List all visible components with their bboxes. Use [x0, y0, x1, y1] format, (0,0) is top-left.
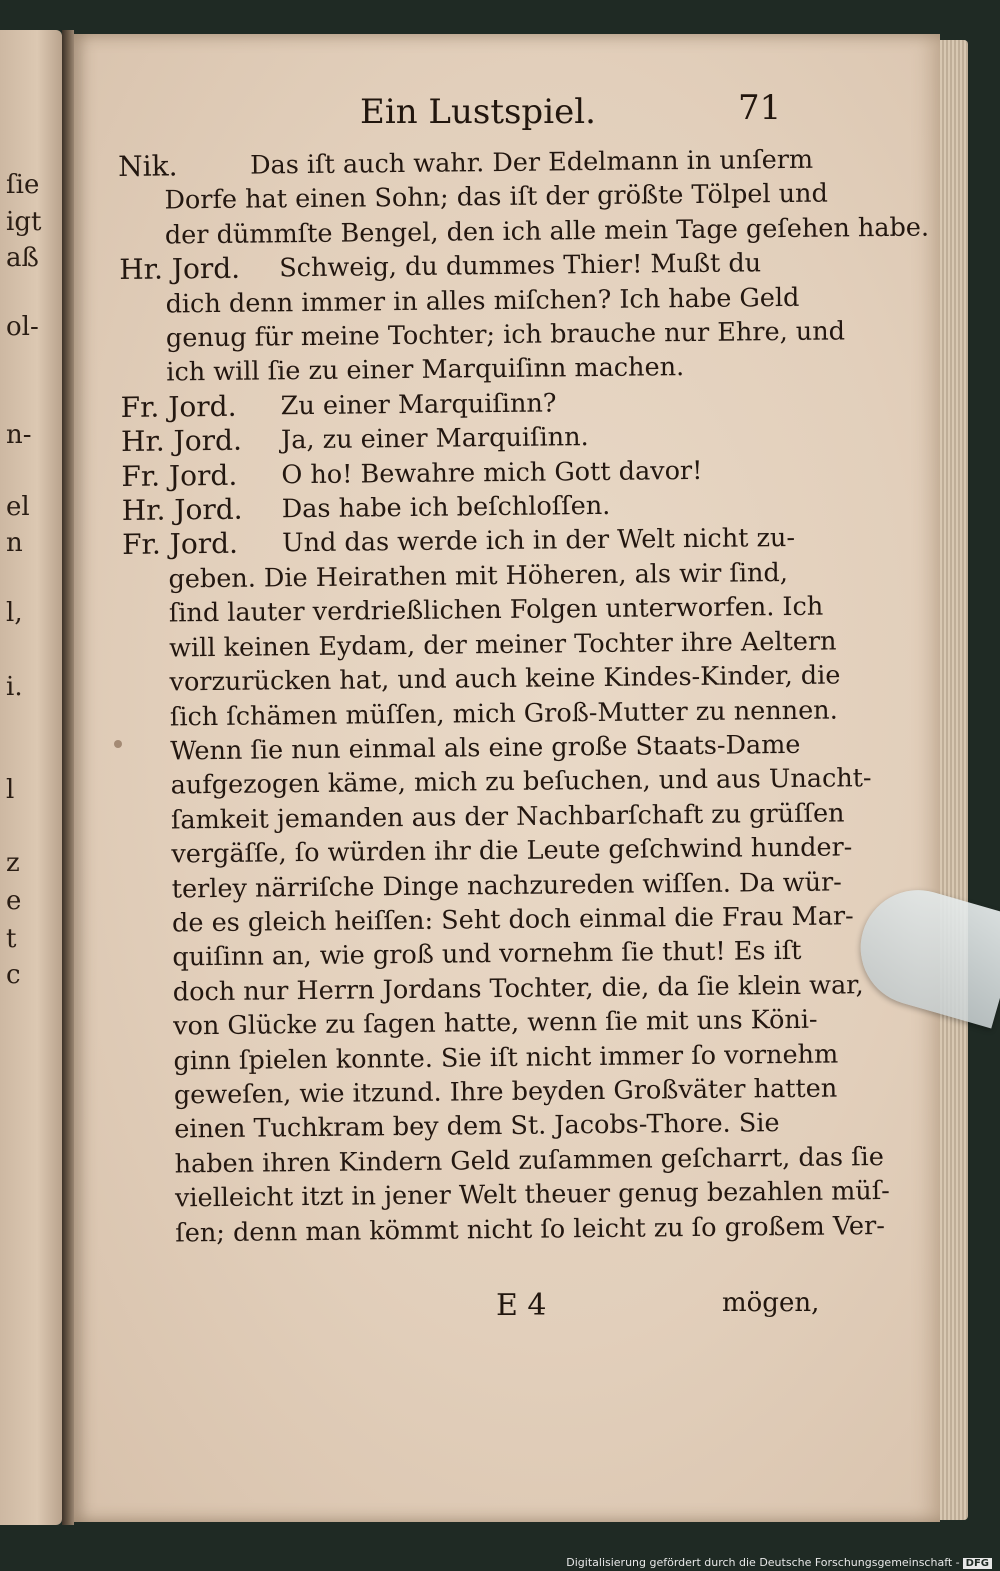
left-page-fragment: ſie [6, 170, 40, 200]
speech [118, 143, 930, 253]
speech-line: ſamkeit jemanden aus der Nachbarſchaft zu grüſſen [170, 798, 845, 836]
left-page-fragment: igt [6, 207, 42, 237]
left-page-fragment: l [6, 775, 15, 805]
left-page-fragment: i. [6, 672, 23, 702]
page-stack-edge [940, 40, 968, 1520]
speech-line: de es gleich heiſſen: Seht doch einmal die Frau Mar- [171, 901, 854, 939]
speech-line: vorzurücken hat, und auch keine Kindes-Kinder, die [169, 660, 841, 698]
speech-line: geweſen, wie itzund. Ihre beyden Großväter hatten [173, 1073, 838, 1111]
speech-line: Schweig, du dummes Thier! Mußt du [279, 248, 762, 284]
dfg-logo: DFG [963, 1558, 992, 1569]
left-page-fragment: l, [6, 598, 23, 628]
play-dialogue [118, 143, 930, 1251]
page-number: 71 [738, 88, 782, 128]
speech-line: Ja, zu einer Marquiſinn. [280, 422, 589, 456]
running-header: Ein Lustspiel. [360, 92, 596, 132]
speech-line: dich denn immer in alles miſchen? Ich habe Geld [165, 282, 800, 320]
speech-line: aufgezogen käme, mich zu beſuchen, und aus Unacht- [170, 763, 872, 801]
left-page-fragment: el [6, 492, 30, 522]
speech-line: will keinen Eydam, der meiner Tochter ihre Aeltern [169, 626, 837, 664]
speaker-name: Nik. [118, 149, 178, 183]
speech-line: Dorfe hat einen Sohn; das iſt der größte Tölpel und [164, 178, 829, 216]
speech-line: quiſinn an, wie groß und vornehm ſie thut! Es iſt [172, 936, 802, 973]
speaker-name: Hr. Jord. [119, 251, 241, 287]
speech-line: terley närriſche Dinge nachzureden wiſſen. Da wür- [171, 866, 843, 905]
speech-line: genug für meine Tochter; ich brauche nur Ehre, und [165, 316, 846, 354]
speaker-name: Fr. Jord. [121, 527, 239, 562]
left-page-fragment: z [6, 848, 20, 878]
left-page-fragment: c [6, 960, 21, 990]
signature-mark: E 4 [496, 1288, 547, 1323]
speech-line: Wenn ſie nun einmal als eine große Staats-Dame [170, 729, 801, 767]
speech-line: ich will ſie zu einer Marquiſinn machen. [166, 352, 685, 388]
speaker-name: Fr. Jord. [121, 458, 238, 493]
speech-line: Das iſt auch wahr. Der Edelmann in unſerm [249, 144, 814, 181]
speech-line: Und das werde ich in der Welt nicht zu- [281, 523, 796, 559]
ink-spot [114, 740, 122, 748]
speech-line: der dümmſte Bengel, den ich alle mein Tage geſehen habe. [164, 212, 930, 251]
speech-line: geben. Die Heirathen mit Höheren, als wir ſind, [168, 557, 789, 595]
credit-text: Digitalisierung gefördert durch die Deutsche Forschungsgemeinschaft - [566, 1556, 960, 1569]
speech-line: ſich ſchämen müſſen, mich Groß-Mutter zu nennen. [169, 694, 838, 732]
speech-line: vergäſſe, ſo würden ihr die Leute geſchwind hunder- [171, 832, 853, 870]
speech [121, 521, 890, 1251]
left-page-fragment: n- [6, 420, 32, 450]
speech-line: ſind lauter verdrießlichen Folgen unterworfen. Ich [168, 591, 824, 629]
speech-line: ginn ſpielen konnte. Sie iſt nicht immer ſo vornehm [173, 1039, 839, 1077]
speech-line: vielleicht itzt in jener Welt theuer genug bezahlen müſ- [174, 1176, 890, 1214]
left-page-fragment: t [6, 924, 17, 954]
speaker-name: Hr. Jord. [120, 423, 243, 459]
speech-line: haben ihren Kindern Geld zuſammen geſcharrt, das ſie [174, 1141, 884, 1180]
speech [119, 246, 846, 391]
left-page-fragment: ol- [6, 312, 39, 342]
speech-line: O ho! Bewahre mich Gott davor! [281, 455, 703, 490]
digitization-credit [566, 1556, 992, 1569]
speaker-name: Fr. Jord. [120, 389, 237, 424]
speech-line: Das habe ich beſchloſſen. [281, 490, 611, 525]
left-page-fragment: n [6, 528, 23, 558]
speech-line: einen Tuchkram bey dem St. Jacobs-Thore. Sie [174, 1108, 780, 1145]
speech-line: ſen; denn man kömmt nicht ſo leicht zu ſo großem Ver- [175, 1210, 886, 1249]
left-page-fragment: e [6, 886, 22, 916]
catchword: mögen, [722, 1288, 820, 1318]
speech-line: Zu einer Marquiſinn? [280, 388, 557, 422]
speech-line: doch nur Herrn Jordans Tochter, die, da ſie klein war, [172, 969, 864, 1008]
speaker-name: Hr. Jord. [121, 492, 243, 528]
book-gutter [62, 30, 74, 1525]
left-page-fragment: aß [6, 243, 39, 273]
speech-line: von Glücke zu ſagen hatte, wenn ſie mit uns Köni- [173, 1004, 818, 1042]
